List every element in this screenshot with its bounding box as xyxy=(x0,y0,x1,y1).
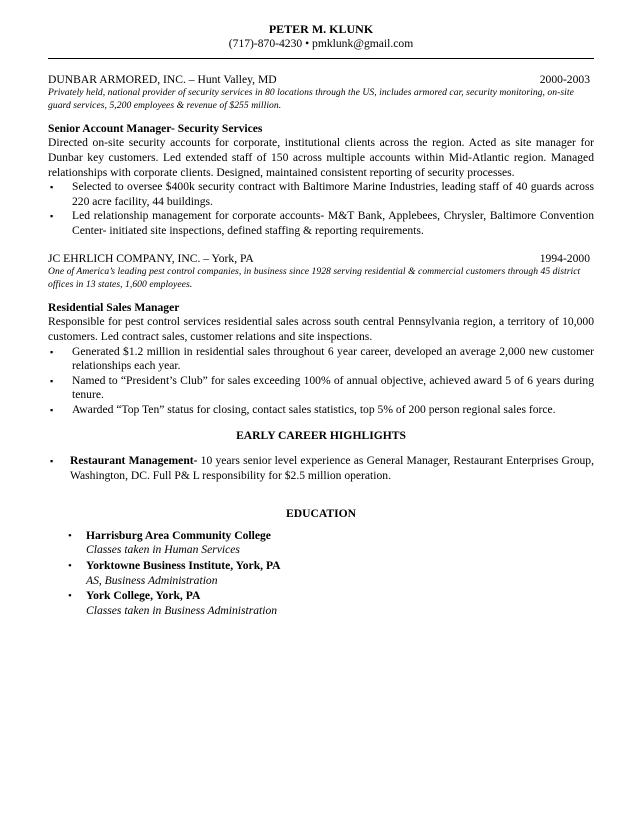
company-description: One of America’s leading pest control companies, in business since 1928 serving residential & commercial customers through 45 district offices in 13 states, 1,600 employees. xyxy=(48,266,581,290)
job-heading xyxy=(48,252,594,267)
round-bullet-icon: • xyxy=(68,560,72,573)
resume-header xyxy=(48,22,594,52)
list-item xyxy=(48,403,594,418)
list-item xyxy=(48,180,594,209)
bullet-text: Generated $1.2 million in residential sales throughout 6 year career, developed an average 2,000 new customer relationships each year. xyxy=(72,344,594,373)
early-career-item xyxy=(48,454,594,483)
school-name: Yorktowne Business Institute, York, PA xyxy=(86,559,281,573)
list-item xyxy=(68,589,594,618)
school-name: Harrisburg Area Community College xyxy=(86,528,271,542)
spacer xyxy=(48,239,594,252)
early-career-text: 10 years senior level experience as General Manager, Restaurant Enterprises Group, Washington, DC. Full P& L responsibility for $2.5 million operation. xyxy=(70,454,594,482)
education-heading: EDUCATION xyxy=(286,507,356,521)
early-career-title: Restaurant Management- xyxy=(70,454,198,468)
school-detail: Classes taken in Business Administration xyxy=(86,603,278,617)
education-list xyxy=(48,529,594,619)
company-name: JC EHRLICH COMPANY, INC. – York, PA xyxy=(48,251,254,265)
job-summary: Responsible for pest control services residential sales across south central Pennsylvania region, a territory of 10,000 customers. Led contract sales, customer relations and site inspections. xyxy=(48,315,594,343)
square-bullet-icon: ▪ xyxy=(50,375,54,386)
header-divider xyxy=(48,58,594,59)
candidate-name: PETER M. KLUNK xyxy=(268,22,374,36)
round-bullet-icon: • xyxy=(68,529,72,542)
square-bullet-icon: ▪ xyxy=(50,404,54,415)
job-entry-ehrlich xyxy=(48,252,594,418)
list-item xyxy=(48,345,594,374)
school-detail: AS, Business Administration xyxy=(86,573,218,587)
job-title: Senior Account Manager- Security Services xyxy=(48,121,263,135)
square-bullet-icon: ▪ xyxy=(50,182,54,193)
bullet-text: Awarded “Top Ten” status for closing, contact sales statistics, top 5% of 200 person regional sales force. xyxy=(72,402,556,416)
list-item xyxy=(68,529,594,558)
list-item xyxy=(68,559,594,588)
list-item xyxy=(48,209,594,238)
job-bullets xyxy=(48,180,594,238)
job-dates: 1994-2000 xyxy=(539,251,590,265)
square-bullet-icon: ▪ xyxy=(50,211,54,222)
company-name: DUNBAR ARMORED, INC. – Hunt Valley, MD xyxy=(48,72,277,86)
list-item xyxy=(48,374,594,403)
contact-line: (717)-870-4230 • pmklunk@gmail.com xyxy=(228,37,414,50)
school-name: York College, York, PA xyxy=(86,589,201,603)
job-title: Residential Sales Manager xyxy=(48,300,180,314)
job-entry-dunbar xyxy=(48,73,594,239)
job-bullets xyxy=(48,345,594,418)
job-summary: Directed on-site security accounts for corporate, institutional clients across the region. Acted as site manager for Dunbar key customers. Led extended staff of 150 across multiple accounts within Mid-Atlantic region. Managed relationships with corporate clients. Designed, maintained consistent reporting of security processes. xyxy=(48,136,594,179)
company-description: Privately held, national provider of security services in 80 locations through the US, includes armored car, security monitoring, on-site guard services, 5,200 employees & revenue of $255 million. xyxy=(48,87,574,111)
round-bullet-icon: • xyxy=(68,590,72,603)
school-detail: Classes taken in Human Services xyxy=(86,543,240,557)
job-dates: 2000-2003 xyxy=(539,72,590,86)
square-bullet-icon: ▪ xyxy=(50,456,54,467)
bullet-text: Led relationship management for corporate accounts- M&T Bank, Applebees, Chrysler, Baltimore Convention Center- initiated site inspections, defined staffing & reporting requirements. xyxy=(72,209,594,237)
job-heading xyxy=(48,73,594,88)
bullet-text: Named to “President’s Club” for sales exceeding 100% of annual objective, achieved award 5 of 6 years during tenure. xyxy=(72,373,594,402)
early-career-heading: EARLY CAREER HIGHLIGHTS xyxy=(236,429,406,443)
square-bullet-icon: ▪ xyxy=(50,346,54,357)
bullet-text: Selected to oversee $400k security contract with Baltimore Marine Industries, leading staff of 40 guards across 220 acre facility, 44 buildings. xyxy=(72,180,594,208)
